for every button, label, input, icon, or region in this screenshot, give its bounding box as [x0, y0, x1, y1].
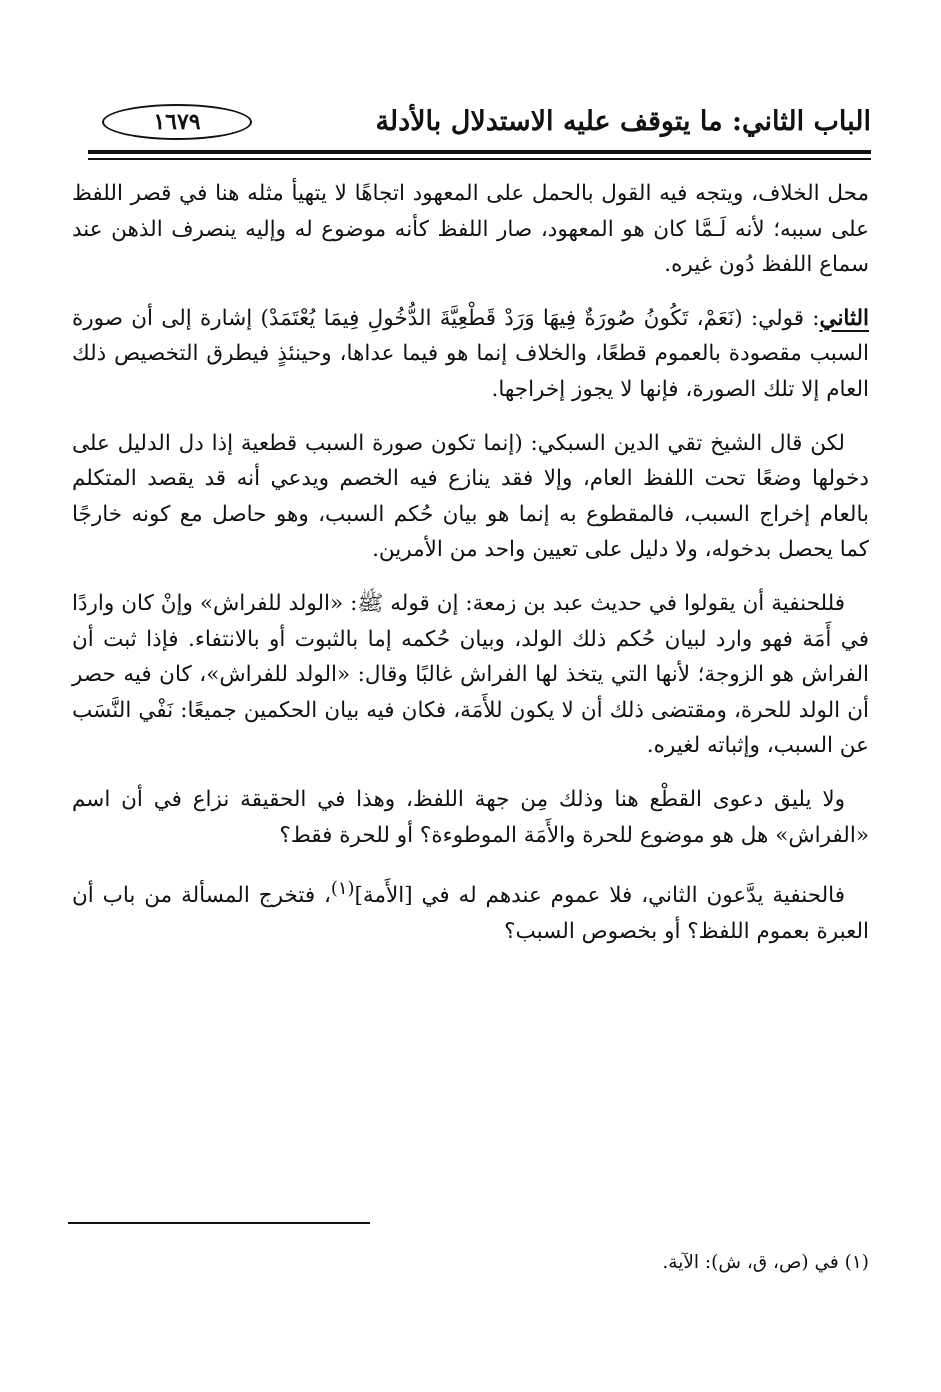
paragraph-text: فالحنفية يدَّعون الثاني، فلا عموم عندهم له في [الأَمة] — [354, 883, 845, 909]
body-text — [72, 176, 869, 949]
header-divider-thick — [88, 150, 871, 154]
footnote: (١) في (ص، ق، ش): الآية. — [662, 1252, 869, 1273]
footnote-reference: (١) — [330, 878, 355, 900]
page-number: ١٦٧٩ — [102, 104, 252, 140]
paragraph-text: ، فتخرج المسألة من باب أن العبرة بعموم اللفظ؟ أو بخصوص السبب؟ — [72, 883, 869, 944]
page-header — [70, 100, 871, 148]
paragraph: ولا يليق دعوى القطْع هنا وذلك مِن جهة اللفظ، وهذا في الحقيقة نزاع في أن اسم «الفراش» هل هو موضوع للحرة والأَمَة الموطوءة؟ أو للحرة فقط؟ — [72, 786, 869, 848]
paragraph — [72, 301, 869, 408]
paragraph-text: : قولي: (نَعَمْ، تَكُونُ صُورَةٌ فِيهَا وَرَدْ قَطْعِيَّةَ الدُّخُولِ فِيمَا يُعْتَمَدْ) إشارة إلى أن صورة السبب مقصودة بالعموم قطعًا، والخلاف إنما هو فيما عداها، وحينئذٍ فيطرق التخصيص ذلك العام إلا تلك الصورة، فإنها لا يجوز إخراجها. — [72, 305, 869, 402]
section-keyword: الثاني — [819, 305, 869, 331]
paragraph: لكن قال الشيخ تقي الدين السبكي: (إنما تكون صورة السبب قطعية إذا دل الدليل على دخولها وضعًا تحت اللفظ العام، وإلا فقد ينازع فيه الخصم ويدعي أنه قد يقصد المتكلم بالعام إخراج السبب، فالمقطوع به إنما هو بيان حُكم السبب، وهو حاصل مع كونه خارجًا كما يحصل بدخوله، ولا دليل على تعيين واحد من الأمرين. — [72, 430, 869, 563]
paragraph: محل الخلاف، ويتجه فيه القول بالحمل على المعهود اتجاهًا لا يتهيأ مثله هنا في قصر اللفظ على سببه؛ لأنه لَـمَّا كان هو المعهود، صار اللفظ كأنه موضوع له وإليه ينصرف الذهن عند سماع اللفظ دُون غيره. — [72, 181, 869, 278]
header-divider-thin — [88, 158, 871, 160]
footnote-divider — [68, 1222, 370, 1224]
paragraph: فللحنفية أن يقولوا في حديث عبد بن زمعة: إن قوله ﷺ: «الولد للفراش» وإنْ كان واردًا في أَمَة فهو وارد لبيان حُكم ذلك الولد، وبيان حُكمه إما بالثبوت أو بالانتفاء. فإذا ثبت أن الفراش هو الزوجة؛ لأنها التي يتخذ لها الفراش غالبًا وقال: «الولد للفراش»، كان فيه حصر أن الولد للحرة، ومقتضى ذلك أن لا يكون للأَمَة، فكان فيه بيان الحكمين جميعًا: نَفْي النَّسَب عن السبب، وإثباته لغيره. — [72, 590, 869, 759]
chapter-title: الباب الثاني: ما يتوقف عليه الاستدلال بالأدلة — [375, 106, 871, 137]
paragraph — [72, 871, 869, 949]
